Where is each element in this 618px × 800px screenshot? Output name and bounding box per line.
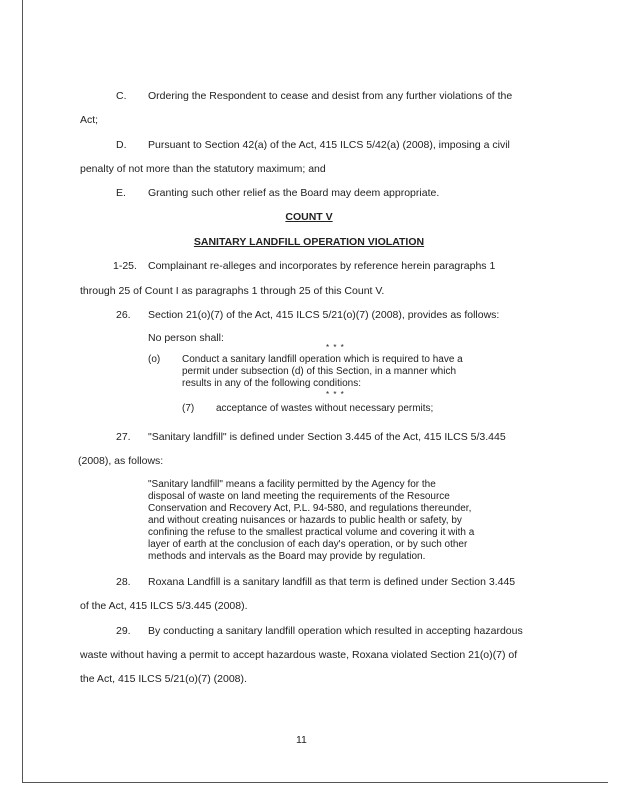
definition-quote-line: Conservation and Recovery Act, P.L. 94-580, and regulations thereunder, bbox=[148, 503, 472, 514]
page-border-bottom bbox=[22, 782, 608, 783]
count-heading: COUNT V bbox=[285, 211, 333, 223]
item-d-label: D. bbox=[116, 139, 127, 151]
para-29-continuation: the Act, 415 ILCS 5/21(o)(7) (2008). bbox=[80, 673, 247, 685]
definition-quote-line: "Sanitary landfill" means a facility permitted by the Agency for the bbox=[148, 479, 436, 490]
para-26-text: Section 21(o)(7) of the Act, 415 ILCS 5/21(o)(7) (2008), provides as follows: bbox=[148, 309, 500, 321]
para-27-number: 27. bbox=[116, 431, 131, 443]
page-border-left bbox=[22, 0, 23, 782]
clause-7-label: (7) bbox=[182, 403, 195, 414]
item-e-text: Granting such other relief as the Board may deem appropriate. bbox=[148, 187, 440, 199]
item-e-label: E. bbox=[116, 187, 126, 199]
para-29-continuation: waste without having a permit to accept hazardous waste, Roxana violated Section 21(o)(7) of bbox=[80, 649, 518, 661]
item-c-text: Ordering the Respondent to cease and desist from any further violations of the bbox=[148, 90, 513, 102]
para-1-25-number: 1-25. bbox=[113, 260, 137, 272]
para-28-continuation: of the Act, 415 ILCS 5/3.445 (2008). bbox=[80, 600, 248, 612]
subsection-o-line: permit under subsection (d) of this Section, in a manner which bbox=[182, 366, 457, 377]
para-26-quote-lead: No person shall: bbox=[148, 332, 224, 344]
para-1-25-text: Complainant re-alleges and incorporates by reference herein paragraphs 1 bbox=[148, 260, 496, 272]
item-d-text: Pursuant to Section 42(a) of the Act, 415 ILCS 5/42(a) (2008), imposing a civil bbox=[148, 139, 510, 151]
definition-quote-line: confining the refuse to the smallest practical volume and covering it with a bbox=[148, 527, 475, 538]
para-28-number: 28. bbox=[116, 576, 131, 588]
para-27-continuation: (2008), as follows: bbox=[78, 455, 164, 467]
item-c-label: C. bbox=[116, 90, 127, 102]
definition-quote-line: disposal of waste on land meeting the requirements of the Resource bbox=[148, 491, 450, 502]
para-29-number: 29. bbox=[116, 625, 131, 637]
definition-quote-line: methods and intervals as the Board may provide by regulation. bbox=[148, 551, 426, 562]
page-number: 11 bbox=[296, 734, 307, 746]
ellipsis-stars: * * * bbox=[326, 390, 345, 399]
ellipsis-stars: * * * bbox=[326, 343, 345, 352]
para-1-25-continuation: through 25 of Count I as paragraphs 1 through 25 of this Count V. bbox=[80, 285, 385, 297]
item-d-continuation: penalty of not more than the statutory maximum; and bbox=[80, 163, 326, 175]
item-c-continuation: Act; bbox=[80, 114, 99, 126]
para-27-text: "Sanitary landfill" is defined under Section 3.445 of the Act, 415 ILCS 5/3.445 bbox=[148, 431, 506, 443]
definition-quote-line: layer of earth at the conclusion of each day's operation, or by such other bbox=[148, 539, 468, 550]
para-29-text: By conducting a sanitary landfill operation which resulted in accepting hazardous bbox=[148, 625, 523, 637]
subsection-o-line: results in any of the following conditions: bbox=[182, 378, 361, 389]
definition-quote-line: and without creating nuisances or hazards to public health or safety, by bbox=[148, 515, 462, 526]
subsection-o-line: Conduct a sanitary landfill operation which is required to have a bbox=[182, 354, 463, 365]
clause-7-text: acceptance of wastes without necessary permits; bbox=[216, 403, 434, 414]
para-26-number: 26. bbox=[116, 309, 131, 321]
count-title: SANITARY LANDFILL OPERATION VIOLATION bbox=[193, 236, 425, 248]
para-28-text: Roxana Landfill is a sanitary landfill as that term is defined under Section 3.445 bbox=[148, 576, 516, 588]
subsection-o-label: (o) bbox=[148, 354, 161, 365]
